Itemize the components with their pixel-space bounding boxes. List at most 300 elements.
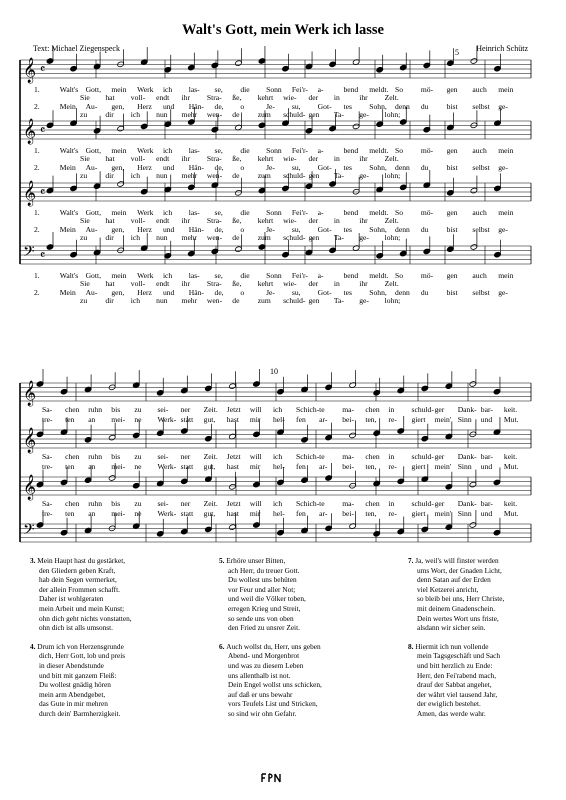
lyric-verse2: Sohn, [369, 102, 387, 111]
lyric-verse1: ich [162, 85, 173, 94]
lyric-verse1: 1. [34, 85, 40, 94]
lyric-verse1: gen [446, 85, 458, 94]
verse-line: viel Ketzerei anricht, [417, 584, 479, 594]
lyric-verse2: Werk- [157, 415, 177, 424]
lyric-verse2: du [420, 288, 429, 297]
lyric-verse1: mein [111, 146, 127, 155]
lyric-verse2: ne [134, 509, 142, 518]
lyric-verse2b: zu [80, 110, 88, 119]
lyric-verse1: Sa- [42, 499, 53, 508]
lyric-verse1: bis [111, 405, 121, 414]
lyric-verse1: auch [472, 85, 487, 94]
lyric-verse2: Herz [137, 163, 152, 172]
lyric-verse2: du [420, 102, 429, 111]
lyric-verse2: denn [395, 225, 410, 234]
lyric-verse2: selbst [472, 288, 490, 297]
lyric-verse1: ruhn [88, 405, 103, 414]
lyric-verse1b: ße, [232, 216, 242, 225]
verse-column-2 [219, 556, 389, 728]
lyric-verse1b: Zelt. [384, 93, 399, 102]
lyric-verse1b: wie- [283, 216, 297, 225]
lyric-verse1: ich [272, 499, 283, 508]
lyric-verse1: sei- [157, 405, 169, 414]
lyric-verse1: Sonn [266, 85, 282, 94]
lyric-verse1: Sa- [42, 405, 53, 414]
verse-line: Abend- und Morgenbrot [228, 651, 300, 661]
lyric-verse2b: dir [105, 233, 114, 242]
lyric-verse1: chen [65, 499, 80, 508]
lyric-verse2: selbst [472, 102, 490, 111]
lyric-verse2: tes [343, 288, 352, 297]
lyric-verse1b: Stra- [206, 93, 222, 102]
lyric-verse1b: ihr [181, 279, 190, 288]
lyric-verse1: So [395, 146, 404, 155]
lyric-verse1b: ße, [232, 279, 242, 288]
lyric-verse2: Mein [59, 288, 76, 297]
lyric-verse1: mein [498, 146, 514, 155]
lyric-verse1b: endt [156, 93, 170, 102]
verse-6 [219, 642, 389, 719]
lyric-verse1: Walt's [59, 208, 79, 217]
lyric-verse1b: voll- [130, 93, 146, 102]
lyric-verse1: die [240, 271, 250, 280]
lyric-verse2: Got- [317, 288, 332, 297]
verse-line: auf daß er uns bewahr [228, 689, 293, 699]
lyric-verse1: mö- [420, 146, 434, 155]
lyric-verse2: Got- [317, 163, 332, 172]
verse-5 [219, 556, 389, 633]
lyric-verse2b: zu [80, 296, 88, 305]
lyric-verse1b: der [308, 216, 319, 225]
lyric-verse2: Hän- [188, 102, 204, 111]
lyric-verse1: die [240, 146, 250, 155]
lyric-verse1: 1. [34, 208, 40, 217]
verse-column-3 [408, 556, 566, 728]
lyric-verse1: So [395, 208, 404, 217]
lyric-verse2: fen [296, 509, 306, 518]
lyric-verse2: und [162, 225, 175, 234]
lyric-verse1: Sonn [266, 208, 282, 217]
lyric-verse2b: schuld- [283, 233, 306, 242]
lyric-verse1: ich [162, 146, 173, 155]
lyric-verse1b: der [308, 279, 319, 288]
lyric-verse2: an [88, 415, 96, 424]
lyric-verse2: an [88, 509, 96, 518]
lyric-verse2b: dir [105, 171, 114, 180]
lyric-verse2b: ich [130, 110, 141, 119]
verse-line: denn Satan auf der Erden [417, 575, 491, 585]
lyric-verse1: mö- [420, 271, 434, 280]
lyric-verse1: bis [111, 452, 121, 461]
verse-number: 7. [408, 556, 416, 565]
lyric-verse1: Dank- [457, 499, 477, 508]
lyric-verse1: las- [188, 146, 200, 155]
lyric-verse1b: ße, [232, 93, 242, 102]
lyric-verse1b: hat [105, 93, 115, 102]
lyric-verse1: ich [162, 208, 173, 217]
lyric-verse1: keit. [503, 405, 518, 414]
verse-line: Amen, das werde wahr. [417, 708, 486, 718]
lyric-verse2: gen, [111, 288, 125, 297]
lyric-verse1: keit. [503, 452, 518, 461]
lyric-verse2b: de [232, 171, 240, 180]
lyric-verse1: gen [446, 208, 458, 217]
lyric-verse2: giert [411, 509, 426, 518]
lyric-verse2: bei- [342, 509, 355, 518]
lyric-verse1: ich [162, 271, 173, 280]
lyric-verse1: mein [111, 85, 127, 94]
verse-line: uns allenthalb ist not. [228, 670, 291, 680]
lyric-verse1: te [319, 499, 325, 508]
lyric-verse2: Mut. [503, 415, 519, 424]
lyric-verse1: Sa- [42, 452, 53, 461]
lyric-verse2: hast [226, 509, 239, 518]
lyric-verse1: Jetzt [226, 405, 241, 414]
lyric-verse2b: zu [80, 233, 88, 242]
lyric-verse1: ger [434, 499, 445, 508]
lyric-verse1: Dank- [457, 405, 477, 414]
lyric-verse1: auch [472, 271, 487, 280]
lyric-verse2: ge- [498, 102, 508, 111]
lyric-verse1b: in [333, 154, 340, 163]
lyric-verse1b: endt [156, 279, 170, 288]
composer-credit: Heinrich Schütz [476, 44, 528, 53]
lyric-verse1: Fei'r- [291, 271, 308, 280]
lyric-verse2: statt [180, 509, 194, 518]
lyric-verse1: Sonn [266, 146, 282, 155]
lyric-verse1b: ihr [181, 216, 190, 225]
lyric-verse1: ma- [342, 499, 355, 508]
verse-line: 8. Hiermit ich nun vollende [408, 641, 489, 651]
lyric-verse1: gen [446, 271, 458, 280]
lyric-verse2: su, [291, 225, 301, 234]
lyric-verse1b: Stra- [206, 279, 222, 288]
lyric-verse2: Got- [317, 102, 332, 111]
lyric-verse2: Hän- [188, 288, 204, 297]
lyric-verse1: mö- [420, 85, 434, 94]
lyric-verse1: Zeit. [203, 499, 218, 508]
publisher-logo-icon [260, 772, 282, 784]
treble-clef-icon: 𝄞 [23, 427, 37, 452]
lyric-verse1: die [240, 208, 250, 217]
lyric-verse2: tre- [42, 509, 53, 518]
lyric-verse2: bist [446, 288, 458, 297]
lyric-verse1: meldt. [369, 85, 389, 94]
lyric-verse2b: gen [308, 296, 320, 305]
verse-number: 4. [30, 641, 38, 651]
lyric-verse1: chen [65, 452, 80, 461]
lyric-verse2: Sinn [457, 415, 472, 424]
lyric-verse2b: ge- [359, 233, 369, 242]
lyric-verse2b: nun [156, 233, 168, 242]
verse-line: 3. Mein Haupt hast du gestärket, [30, 556, 126, 565]
lyric-verse1b: endt [156, 154, 170, 163]
lyric-verse2: su, [291, 288, 301, 297]
verse-line: 4. Drum ich von Herzensgrunde [30, 641, 124, 651]
lyric-verse1: ma- [342, 405, 355, 414]
verse-line: alsdann wir sicher sein. [417, 623, 486, 633]
verse-7 [408, 556, 566, 633]
lyric-verse1b: in [333, 216, 340, 225]
lyric-verse2b: wen- [206, 110, 223, 119]
common-time-icon: 𝄴 [40, 185, 46, 199]
lyric-verse2: hast [226, 462, 239, 471]
lyric-verse1: ruhn [88, 452, 103, 461]
lyric-verse1: las- [188, 208, 200, 217]
lyric-verse2: Herz [137, 225, 152, 234]
lyric-verse2: Au- [85, 288, 98, 297]
lyric-verse2: 2. [34, 225, 40, 234]
lyric-verse2: de, [214, 288, 224, 297]
lyric-verse2b: ge- [359, 171, 369, 180]
lyric-verse2: gut, [203, 462, 216, 471]
text-credit: Text: Michael Ziegenspeck [33, 44, 120, 53]
lyric-verse1: schuld- [411, 499, 434, 508]
lyric-verse2: Herz [137, 102, 152, 111]
lyric-verse2: Sohn, [369, 163, 387, 172]
lyric-verse1: mein [498, 85, 514, 94]
lyric-verse1: mein [498, 271, 514, 280]
lyric-verse1: las- [188, 271, 200, 280]
lyric-verse1: ma- [342, 452, 355, 461]
lyric-verse2b: lohn; [384, 171, 401, 180]
lyric-verse2: fen [296, 415, 306, 424]
lyric-verse2: de, [214, 225, 224, 234]
lyric-verse2: ge- [498, 163, 508, 172]
lyric-verse2: ne [134, 415, 142, 424]
lyric-verse2: tes [343, 163, 352, 172]
verse-line: durch dein' Barmherzigkeit. [39, 708, 121, 718]
verse-line: den Gliedern geben Kraft, [39, 565, 116, 575]
lyric-verse1b: ihr [359, 154, 368, 163]
lyric-verse2: mei- [111, 415, 126, 424]
lyric-verse2: hel- [272, 509, 285, 518]
lyric-verse1b: kehrt [257, 279, 274, 288]
lyric-verse2: ar- [319, 415, 328, 424]
verse-line: ach Herr, du treuer Gott. [228, 565, 300, 575]
lyric-verse2: 2. [34, 102, 40, 111]
lyric-verse2b: nun [156, 110, 168, 119]
lyric-verse2b: Ta- [333, 296, 344, 305]
lyric-verse1: mein [111, 208, 127, 217]
verse-number: 3. [30, 556, 38, 565]
lyric-verse2: selbst [472, 163, 490, 172]
lyric-verse1b: in [333, 93, 340, 102]
verse-line: 6. Auch wollst du, Herr, uns geben [219, 641, 321, 651]
verse-line: ums Wort, der Gnaden Licht, [417, 565, 502, 575]
verse-line: in dieser Abendstunde [39, 660, 104, 670]
lyric-verse2b: wen- [206, 296, 223, 305]
lyric-verse2: bei- [342, 462, 355, 471]
lyric-verse2: Mein [59, 163, 76, 172]
lyric-verse2: re- [388, 509, 397, 518]
lyric-verse2: bist [446, 102, 458, 111]
lyric-verse2b: zum [257, 233, 271, 242]
lyric-verse2: gen, [111, 163, 125, 172]
lyric-verse1b: ihr [359, 93, 368, 102]
lyric-verse2: o [240, 288, 245, 297]
lyric-verse2: Mein [59, 225, 76, 234]
lyric-verse2: Sohn, [369, 288, 387, 297]
verse-line: und weil die Völker toben, [228, 594, 306, 604]
lyric-verse2b: gen [308, 110, 320, 119]
lyric-verse1: schuld- [411, 452, 434, 461]
lyric-verse1b: ihr [181, 154, 190, 163]
lyric-verse1: in [388, 452, 395, 461]
verse-line: mein Arbeit und mein Kunst; [39, 603, 125, 613]
verse-line: dich, Herr Gott, lob und preis [39, 651, 126, 661]
lyric-verse2: mir [249, 509, 261, 518]
verse-line: so bleib bei uns, Herr Christe, [417, 594, 505, 604]
lyric-verse1: mein [111, 271, 127, 280]
lyric-verse1: ner [180, 452, 191, 461]
bass-clef-icon: 𝄢 [23, 243, 35, 263]
lyric-verse1: Sonn [266, 271, 282, 280]
lyric-verse2: und [162, 102, 175, 111]
lyric-verse2: an [88, 462, 96, 471]
verse-column-1 [30, 556, 200, 728]
lyric-verse1: se, [214, 208, 223, 217]
lyric-verse2b: de [232, 233, 240, 242]
lyric-verse1: Schich- [296, 452, 320, 461]
bass-clef-icon: 𝄢 [23, 521, 35, 541]
lyric-verse1b: Stra- [206, 216, 222, 225]
lyric-verse2: ten, [365, 415, 377, 424]
lyric-verse2: giert [411, 415, 426, 424]
lyric-verse2b: mehr [181, 171, 198, 180]
lyric-verse1: ner [180, 405, 191, 414]
lyric-verse1: 1. [34, 146, 40, 155]
lyric-verse2b: lohn; [384, 233, 401, 242]
verse-3 [30, 556, 200, 633]
lyric-verse2: denn [395, 102, 410, 111]
verse-line: der währt viel tausend Jahr, [417, 689, 498, 699]
lyric-verse2b: ich [130, 296, 141, 305]
lyric-verse2: mei- [111, 509, 126, 518]
verse-line: das Gute in mir mehren [39, 699, 108, 709]
lyric-verse2: Hän- [188, 225, 204, 234]
lyric-verse1: will [249, 499, 262, 508]
lyric-verse2: mein' [434, 509, 452, 518]
lyric-verse2: 2. [34, 163, 40, 172]
common-time-icon: 𝄴 [40, 123, 46, 137]
lyric-verse2: gut, [203, 415, 216, 424]
lyric-verse2: ten, [365, 462, 377, 471]
verse-line: Du wollest gnädig hören [39, 680, 111, 690]
lyric-verse2: mein' [434, 462, 452, 471]
lyric-verse2: Mut. [503, 462, 519, 471]
lyric-verse1: Fei'r- [291, 208, 308, 217]
lyric-verse2: du [420, 163, 429, 172]
lyric-verse1b: Sie [80, 154, 90, 163]
verse-line: und bitt mit ganzem Fleiß: [39, 670, 117, 680]
lyric-verse2: hast [226, 415, 239, 424]
lyric-verse1: bend [343, 271, 359, 280]
lyric-verse2: statt [180, 415, 194, 424]
lyric-verse1: Zeit. [203, 452, 218, 461]
common-time-icon: 𝄴 [40, 62, 46, 76]
lyric-verse2b: ich [130, 233, 141, 242]
lyric-verse2: ge- [498, 225, 508, 234]
lyric-verse2: Mut. [503, 509, 519, 518]
lyric-verse1: bend [343, 146, 359, 155]
lyric-verse1: Schich- [296, 499, 320, 508]
verse-line: Herr, den Fei'rabend mach, [417, 670, 497, 680]
lyric-verse2: Au- [85, 102, 98, 111]
lyric-verse1: auch [472, 208, 487, 217]
lyric-verse2b: gen [308, 171, 320, 180]
lyric-verse1: a- [317, 146, 324, 155]
verse-line: 7. Ja, weil's will finster werden [408, 556, 499, 565]
treble-clef-icon: 𝄞 [23, 474, 37, 499]
lyric-verse1: Werk [137, 271, 154, 280]
lyric-verse2b: schuld- [283, 171, 306, 180]
lyric-verse2: ten [65, 415, 75, 424]
lyric-verse2: re- [388, 462, 397, 471]
lyric-verse1: las- [188, 85, 200, 94]
verse-line: Daher ist wohlgeraten [39, 594, 104, 604]
lyric-verse1: bar- [480, 452, 493, 461]
lyric-verse2b: schuld- [283, 296, 306, 305]
lyric-verse1: se, [214, 85, 223, 94]
lyric-verse1b: endt [156, 216, 170, 225]
lyric-verse2: du [420, 225, 429, 234]
lyric-verse2b: zum [257, 296, 271, 305]
verse-line: Dein wertes Wort uns friste, [417, 613, 499, 623]
lyric-verse1: te [319, 452, 325, 461]
lyric-verse2: Herz [137, 288, 152, 297]
lyric-verse1: die [240, 85, 250, 94]
lyric-verse1: zu [134, 499, 142, 508]
lyric-verse2b: wen- [206, 171, 223, 180]
lyric-verse1b: Sie [80, 216, 90, 225]
lyric-verse1: So [395, 85, 404, 94]
lyric-verse2: Got- [317, 225, 332, 234]
lyric-verse2b: ich [130, 171, 141, 180]
lyric-verse2: 2. [34, 288, 40, 297]
treble-clef-icon: 𝄞 [23, 57, 37, 82]
lyric-verse2: bei- [342, 415, 355, 424]
lyric-verse2: Au- [85, 225, 98, 234]
verse-line: und bitt herzlich zu Ende: [417, 660, 493, 670]
common-time-icon: 𝄴 [40, 248, 46, 262]
lyric-verse2: bist [446, 163, 458, 172]
verse-line: erregen Krieg und Streit, [228, 603, 301, 613]
verse-line: Dein Engel wollst uns schicken, [228, 680, 322, 690]
lyric-verse2: su, [291, 102, 301, 111]
lyric-verse1: Dank- [457, 452, 477, 461]
lyric-verse2: Werk- [157, 509, 177, 518]
lyric-verse1: schuld- [411, 405, 434, 414]
lyric-verse2: su, [291, 163, 301, 172]
lyric-verse1: Walt's [59, 271, 79, 280]
lyric-verse2b: Ta- [333, 110, 344, 119]
lyric-verse2: o [240, 102, 245, 111]
lyric-verse1b: ihr [359, 216, 368, 225]
verse-line: ohn dich geht nichts vonstatten, [39, 613, 132, 623]
lyric-verse2: Mein [59, 102, 76, 111]
lyric-verse1: zu [134, 452, 142, 461]
lyric-verse1b: kehrt [257, 93, 274, 102]
lyric-verse1b: Sie [80, 279, 90, 288]
lyric-verse1b: hat [105, 279, 115, 288]
lyric-verse1: ger [434, 405, 445, 414]
verse-line: mein arm Abendgebet, [39, 689, 106, 699]
lyric-verse2: giert [411, 462, 426, 471]
lyric-verse1b: kehrt [257, 154, 274, 163]
lyric-verse1b: wie- [283, 93, 297, 102]
lyric-verse1b: ihr [181, 93, 190, 102]
